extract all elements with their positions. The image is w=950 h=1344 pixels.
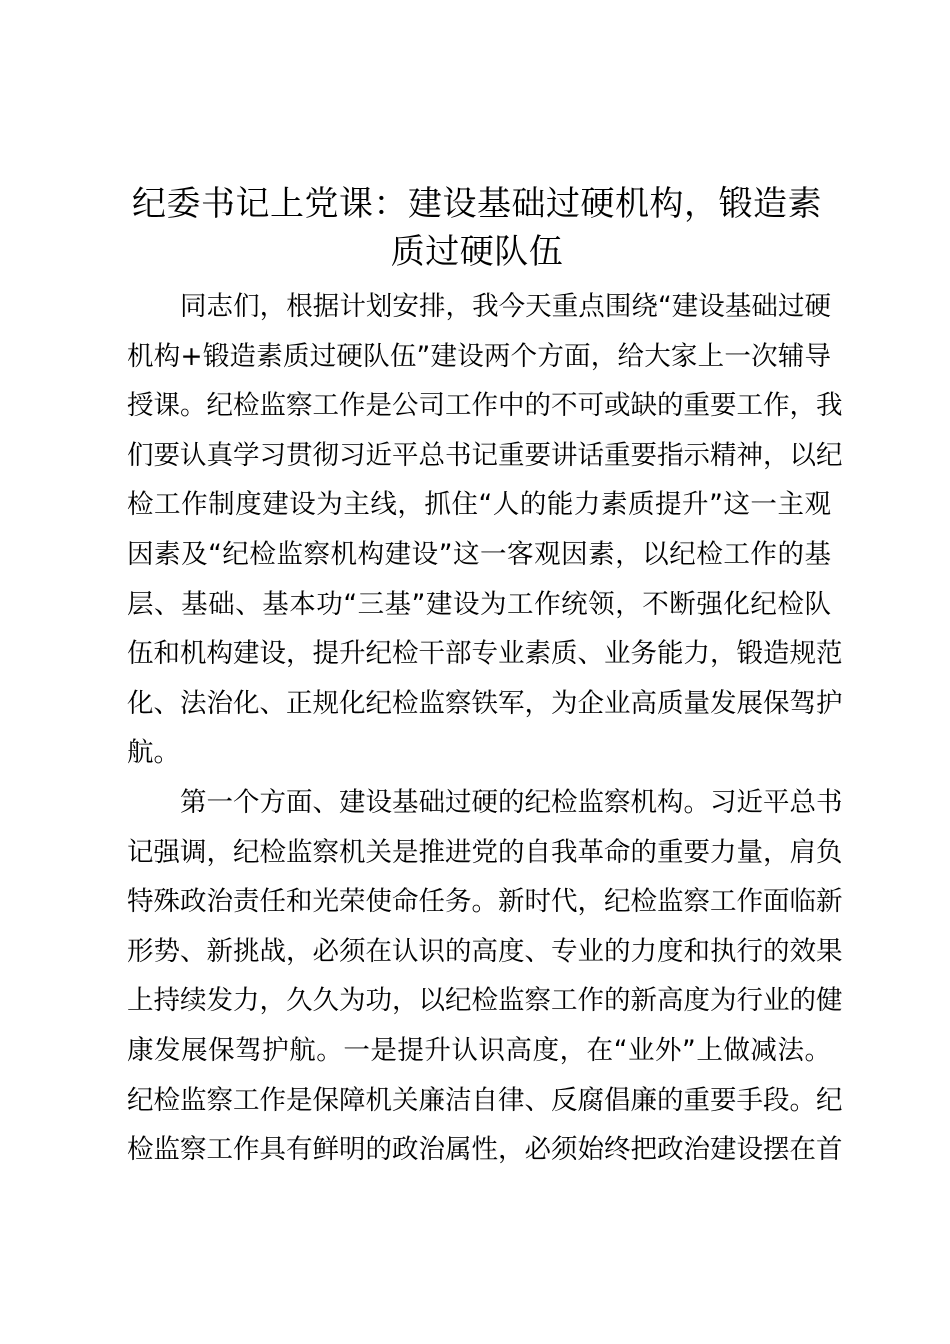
text-line: 特殊政治责任和光荣使命任务。新时代，纪检监察工作面临新 bbox=[127, 886, 843, 918]
text-line: 层、基础、基本功“三基”建设为工作统领，不断强化纪检队 bbox=[127, 588, 831, 620]
text-line: 检工作制度建设为主线，抓住“人的能力素质提升”这一主观 bbox=[127, 489, 831, 521]
text-line: 伍和机构建设，提升纪检干部专业素质、业务能力，锻造规范 bbox=[127, 638, 843, 670]
text-line: 康发展保驾护航。一是提升认识高度，在“业外”上做减法。 bbox=[127, 1034, 831, 1066]
text-line: 航。 bbox=[127, 737, 180, 769]
document-body bbox=[127, 282, 843, 1175]
text-line: 因素及“纪检监察机构建设”这一客观因素，以纪检工作的基 bbox=[127, 538, 831, 570]
text-line: 检监察工作具有鲜明的政治属性，必须始终把政治建设摆在首 bbox=[127, 1134, 843, 1166]
text-line: 上持续发力，久久为功，以纪检监察工作的新高度为行业的健 bbox=[127, 985, 843, 1017]
text-line: 同志们，根据计划安排，我今天重点围绕“建设基础过硬 bbox=[180, 291, 831, 322]
text-line: 化、法治化、正规化纪检监察铁军，为企业高质量发展保驾护 bbox=[127, 687, 843, 719]
text-line: 纪检监察工作是保障机关廉洁自律、反腐倡廉的重要手段。纪 bbox=[127, 1084, 843, 1116]
text-line: 形势、新挑战，必须在认识的高度、专业的力度和执行的效果 bbox=[127, 935, 843, 967]
text-line: 记强调，纪检监察机关是推进党的自我革命的重要力量，肩负 bbox=[127, 836, 843, 868]
text-line: 机构+锻造素质过硬队伍”建设两个方面，给大家上一次辅导 bbox=[127, 340, 831, 372]
title-line: 质过硬队伍 bbox=[390, 232, 564, 272]
paragraph-1 bbox=[127, 282, 843, 778]
document-title bbox=[120, 180, 834, 276]
text-line: 授课。纪检监察工作是公司工作中的不可或缺的重要工作，我 bbox=[127, 390, 843, 422]
text-line: 第一个方面、建设基础过硬的纪检监察机构。习近平总书 bbox=[180, 786, 843, 818]
title-line: 纪委书记上党课：建设基础过硬机构，锻造素 bbox=[132, 184, 822, 224]
text-line: 们要认真学习贯彻习近平总书记重要讲话重要指示精神，以纪 bbox=[127, 439, 843, 471]
paragraph-2 bbox=[127, 778, 843, 1175]
